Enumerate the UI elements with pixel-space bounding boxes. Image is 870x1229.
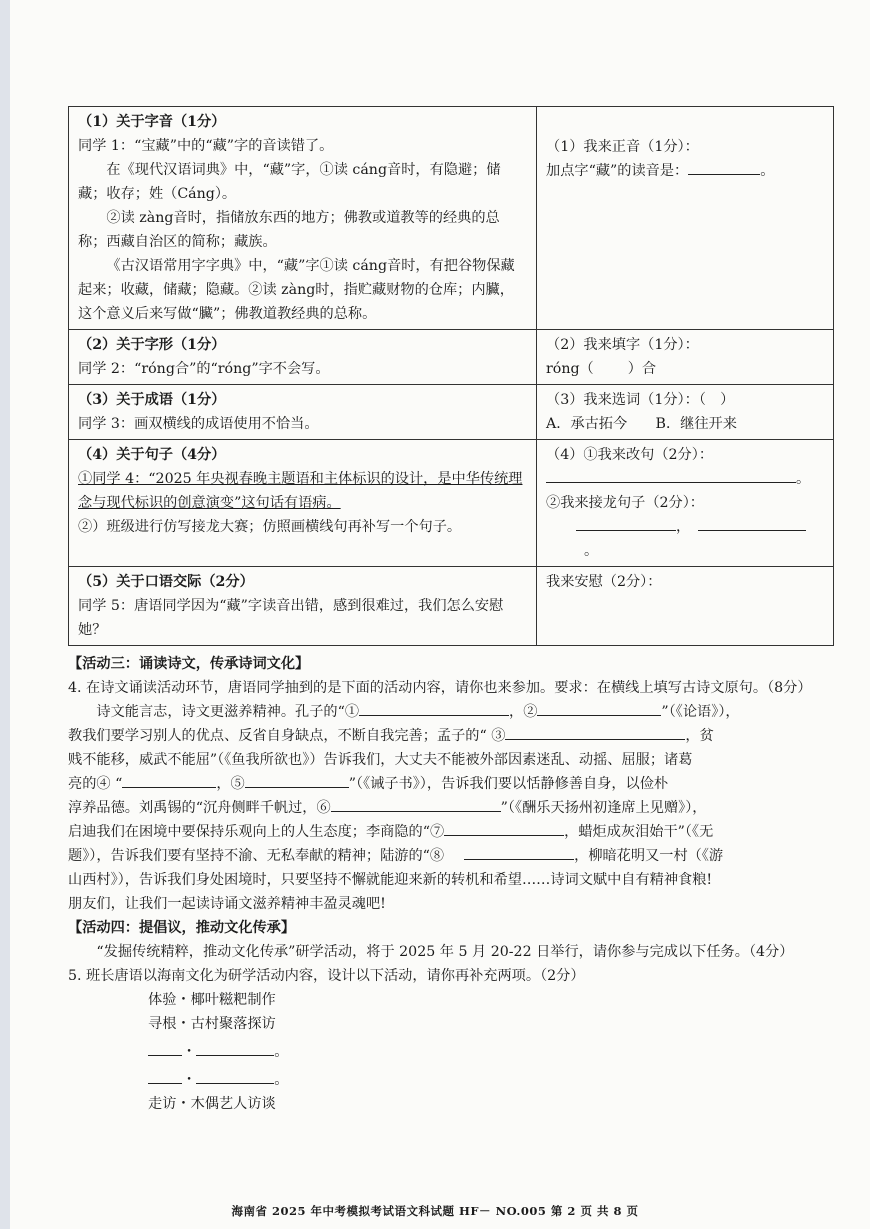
poem-text: 教我们要学习别人的优点、反省自身缺点，不断自我完善；孟子的“ ③ [68,728,506,744]
row4-comma: ， [676,519,691,535]
row1-line3: ②读 zàng音时，指储放东西的地方；佛教或道教等的经典的总称；西藏自治区的简称；藏族。 [78,210,500,250]
poem-line: 山西村》），告诉我们身处困境时，只要坚持不懈就能迎来新的转机和希望……诗词文赋中自有精神食粮! [68,872,713,888]
row1-answer-text: 加点字“藏”的读音是： [546,163,689,179]
dot-text: ・ [182,1072,197,1088]
exam-content [68,106,834,1116]
row2-answer-pre: róng（ [546,361,594,377]
answer-blank[interactable] [196,1068,274,1084]
row4-line1: ①同学 4：“2025 年央视春晚主题语和主体标识的设计，是中华传统理念与现代标识的创意演变”这句话有语病。 [78,471,523,511]
row2-line1: 同学 2：“róng合”的“róng”字不会写。 [78,361,330,377]
row5-right [537,567,834,646]
row2-answer-label: （2）我来填字（1分）： [546,337,699,353]
answer-blank[interactable] [359,700,509,716]
poem-text: ，柳暗花明又一村（《游 [574,848,724,864]
row4-answer-label: （4）①我来改句（2分）： [546,447,714,463]
row5-left [69,567,537,646]
table-row [69,567,834,646]
row4-left [69,440,537,567]
row2-answer-post: ）合 [627,361,657,377]
poem-text: 题》），告诉我们要有坚持不渝、无私奉献的精神；陆游的“⑧ [68,848,445,864]
poem-line [68,820,834,844]
row4-heading: （4）关于句子（4分） [78,447,226,463]
poem-text: 诗文能言志，诗文更滋养精神。孔子的“① [96,704,360,720]
row2-left [69,330,537,385]
poem-line: 朋友们，让我们一起读诗诵文滋养精神丰盈灵魂吧! [68,896,386,912]
answer-blank[interactable] [196,1040,274,1056]
row3-heading: （3）关于成语（1分） [78,392,226,408]
row3-left [69,385,537,440]
poem-text: ”（《酬乐天扬州初逢席上见赠》）， [500,800,707,816]
answer-blank[interactable] [698,515,806,531]
activity-item-2: 寻根・古村聚落探访 [148,1016,276,1032]
activity4-intro: “发掘传统精粹，推动文化传承”研学活动，将于 2025 年 5 月 20-22 日举行，请你参与完成以下任务。（4分） [96,944,794,960]
answer-blank[interactable] [464,844,574,860]
answer-blank[interactable] [148,1068,182,1084]
row5-heading: （5）关于口语交际（2分） [78,574,254,590]
poem-line [68,724,834,748]
row4-answer-line [546,467,825,491]
table-row [69,330,834,385]
poem-line [68,700,834,724]
row1-line1: 同学 1：“宝藏”中的“藏”字的音读错了。 [78,138,334,154]
row2-heading: （2）关于字形（1分） [78,337,226,353]
row4-line2: ②）班级进行仿写接龙大赛；仿照画横线句再补写一个句子。 [78,519,462,535]
activity-item-last: 走访・木偶艺人访谈 [148,1096,276,1112]
row1-line4: 《古汉语常用字字典》中，“藏”字①读 cáng音时，有把谷物保藏起来；收藏，储藏；隐藏。②读 zàng时，指贮藏财物的仓库；内臟，这个意义后来写做“臟”；佛教道教经典的总称。 [78,258,515,322]
poem-text: 淳养品德。刘禹锡的“沉舟侧畔千帆过，⑥ [68,800,331,816]
end-text: 。 [274,1072,289,1088]
row4-answer-line2 [546,515,825,563]
page-footer: 海南省 2025 年中考模拟考试语文科试题 HF－ NO.005 第 2 页 共 8 页 [231,1204,639,1218]
row1-answer-end: 。 [760,163,775,179]
poem-line [68,844,834,868]
row4-answer-end: 。 [796,471,811,487]
poem-text: ，② [509,704,538,720]
answer-blank[interactable] [122,772,216,788]
poem-text: ，⑤ [216,776,245,792]
poem-text: ”（《诫子书》），告诉我们要以恬静修善自身，以俭朴 [348,776,669,792]
question-table [68,106,834,646]
question-4: 4. 在诗文诵读活动环节，唐语同学抽到的是下面的活动内容，请你也来参加。要求：在横线上填写古诗文原句。（8分） [68,680,812,696]
answer-blank[interactable] [576,515,676,531]
row1-left [69,107,537,330]
row3-line1: 同学 3：画双横线的成语使用不恰当。 [78,416,319,432]
row1-answer-line [546,159,825,183]
table-row [69,385,834,440]
poem-line [68,796,834,820]
table-row [69,107,834,330]
answer-blank[interactable] [245,772,349,788]
answer-blank[interactable] [331,796,501,812]
answer-blank[interactable] [688,159,760,175]
answer-blank[interactable] [148,1040,182,1056]
row4-answer-label2: ②我来接龙句子（2分）： [546,495,704,511]
poem-line: 贱不能移，威武不能屈”（《鱼我所欲也》）告诉我们，大丈夫不能被外部因素迷乱、动摇、屈服；诸葛 [68,752,693,768]
row4-answer-end2: 。 [584,543,599,559]
table-row [69,440,834,567]
poem-text: 亮的④ “ [68,776,123,792]
activity4-title: 【活动四：提倡议，推动文化传承】 [68,920,296,936]
answer-blank[interactable] [444,820,564,836]
question-5: 5. 班长唐语以海南文化为研学活动内容，设计以下活动，请你再补充两项。（2分） [68,968,585,984]
row3-answer-label: （3）我来选词（1分）：（ ） [546,392,735,408]
row1-heading: （1）关于字音（1分） [78,114,226,130]
page-edge [0,0,10,1229]
poem-text: ，贫 [685,728,714,744]
row3-right [537,385,834,440]
activity3-title: 【活动三：诵读诗文，传承诗词文化】 [68,656,310,672]
poem-text: 启迪我们在困境中要保持乐观向上的人生态度；李商隐的“⑦ [68,824,445,840]
row3-options: A．承古拓今 B．继往开来 [546,416,737,432]
answer-blank[interactable] [546,467,796,483]
row1-right [537,107,834,330]
activity-blank-1 [68,1040,834,1064]
answer-blank[interactable] [537,700,661,716]
poem-paragraph [68,700,834,916]
dot-text: ・ [182,1044,197,1060]
row5-line1: 同学 5：唐语同学因为“藏”字读音出错，感到很难过，我们怎么安慰她？ [78,598,504,638]
end-text: 。 [274,1044,289,1060]
row4-right [537,440,834,567]
poem-text: ，蜡炬成灰泪始干”（《无 [564,824,714,840]
poem-line [68,772,834,796]
row5-answer-label: 我来安慰（2分）： [546,574,662,590]
row2-right [537,330,834,385]
activity-item-1: 体验・椰叶糍粑制作 [148,992,276,1008]
row1-line2: 在《现代汉语词典》中，“藏”字，①读 cáng音时，有隐避；储藏；收存；姓（Cáng）。 [78,162,501,202]
row2-answer-line [546,357,825,381]
poem-text: ”（《论语》）， [661,704,740,720]
row1-answer-label: （1）我来正音（1分）： [546,139,699,155]
activity-blank-2 [68,1068,834,1092]
answer-blank[interactable] [505,724,685,740]
